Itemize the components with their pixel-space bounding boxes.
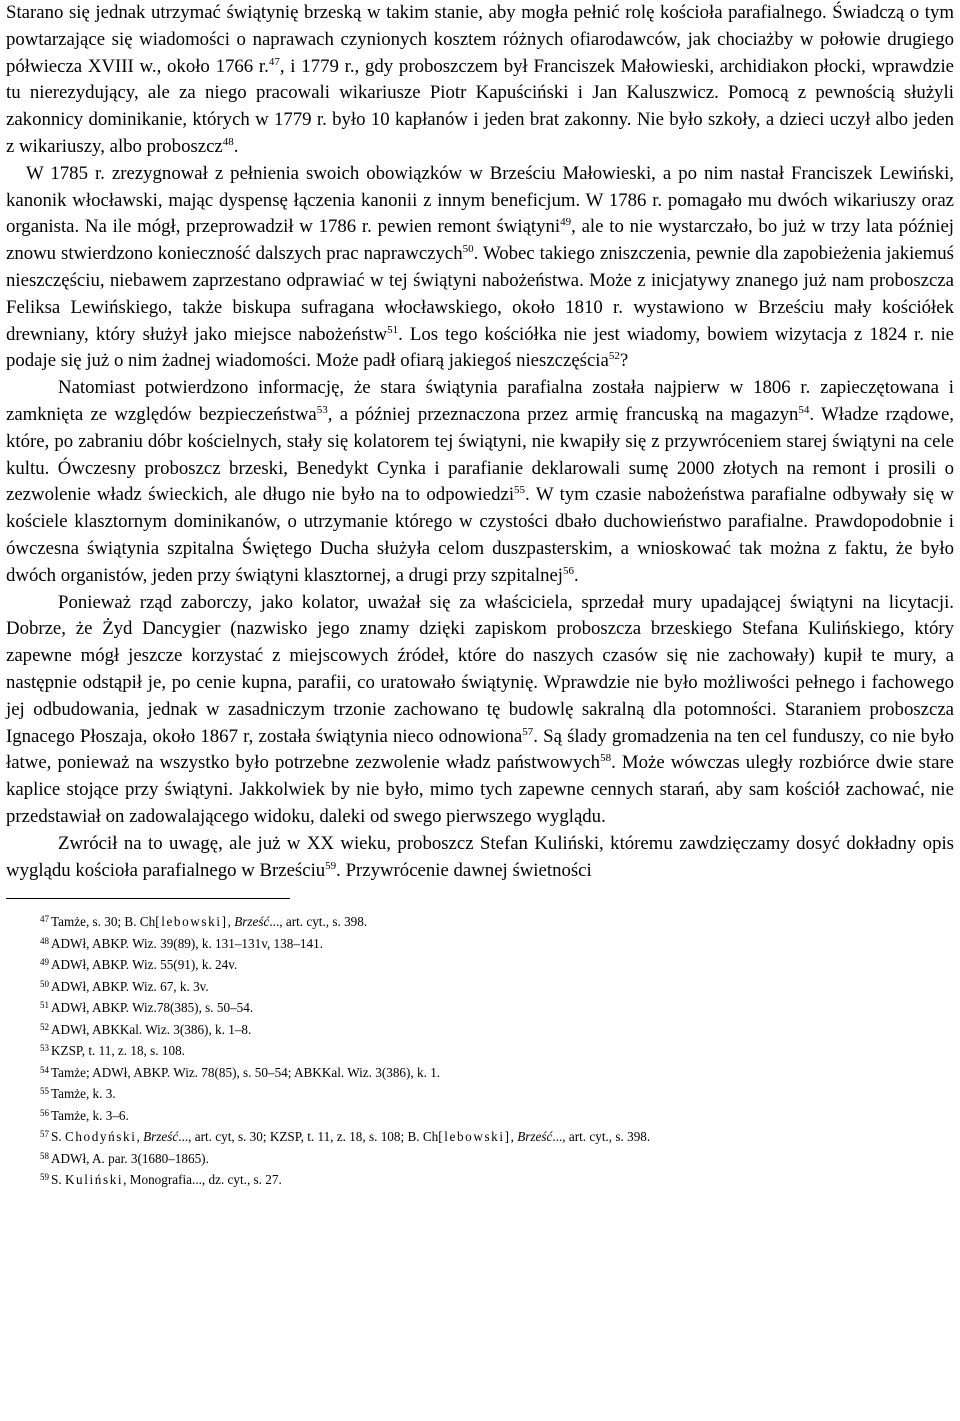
paragraph-text: Ponieważ rząd zaborczy, jako kolator, uważał się za właściciela, sprzedał mury upadającej świątyni na licytacji. Dobrze, że Żyd Dancygier (nazwisko jego znamy dzięki zapiskom proboszcza brzeskiego Stefana Kulińskiego, który zapewne mógł jeszcze korzystać z miejscowych źródeł, które do naszych czasów się nie zachowały) kupił te mury, a następnie odstąpił je, po cenie kupna, parafii, co uratowało świątynię. Wprawdzie nie było możliwości pełnego i fachowego jej odbudowania, jednak w zasadniczym trzonie zachowano tę budowlę sakralną dla potomności. Staraniem proboszcza Ignacego Płoszaja, około 1867 r, została świątynia nieco odnowiona: [6, 591, 954, 747]
paragraph-text: . Przywrócenie dawnej świetności: [336, 859, 592, 881]
footnote-55: $^{55}$ Tamże, k. 3.: [40, 1086, 116, 1102]
paragraph-text: . Los tego kościółka nie jest wiadomy, bowiem wizytacja z 1824 r. nie podaje się już o nim żadnej wiadomości. Może padł ofiarą jakiegoś nieszczęścia: [6, 323, 954, 372]
paragraph-3: [6, 375, 954, 589]
footnote-53: $^{53}$ KZSP, t. 11, z. 18, s. 108.: [40, 1043, 185, 1059]
paragraph-text: . Są ślady gromadzenia na ten cel funduszy, co nie było łatwe, ponieważ na wszystko było potrzebne zezwolenie władz państwowych: [6, 725, 955, 774]
paragraph-text: , a później przeznaczona przez armię francuską na magazyn: [327, 403, 799, 425]
paragraph-text: W 1785 r. zrezygnował z pełnienia swoich obowiązków w Brześciu Małowieski, a po nim nastał Franciszek Lewiński, kanonik włocławski, mając dyspensę łączenia kanonii z innym beneficjum. W 1786 r. pomagało mu dwóch wikariuszy oraz organista. Na ile mógł, przeprowadził w 1786 r. pewien remont świątyni: [6, 162, 954, 238]
footnote-47: $^{47}$ Tamże, s. 30; B. Ch[lebowski], Brześć..., art. cyt., s. 398.: [40, 914, 368, 930]
paragraph-text: Zwrócił na to uwagę, ale już w XX wieku, proboszcz Stefan Kuliński, któremu zawdzięczamy dosyć dokładny opis wyglądu kościoła parafialnego w Brześciu: [6, 832, 954, 881]
footnote-ref[interactable]: 48: [222, 135, 234, 148]
paragraph-4: [6, 590, 954, 831]
footnote-ref[interactable]: 54: [798, 403, 810, 416]
footnote-52: $^{52}$ ADWł, ABKKal. Wiz. 3(386), k. 1–8.: [40, 1021, 252, 1037]
paragraph-text: .: [574, 564, 579, 586]
footnote-ref[interactable]: 50: [462, 243, 474, 256]
footnote-ref[interactable]: 51: [387, 323, 399, 336]
paragraph-text: Natomiast potwierdzono informację, że stara świątynia parafialna została najpierw w 1806 r. zapieczętowana i zamknięta ze względów bezpieczeństwa: [6, 377, 954, 425]
paragraph-1: [6, 0, 954, 161]
paragraph-text: . Władze rządowe, które, po zabraniu dóbr kościelnych, stały się kolatorem tej świątyni, nie kwapiły się z przywróceniem starej świątyni na cele kultu. Ówczesny proboszcz brzeski, Benedykt Cynka i parafianie deklarowali sumę 2000 złotych na remont i prosili o zezwolenie władz świeckich, ale długo nie było na to odpowiedzi: [6, 403, 954, 506]
footnote-50: $^{50}$ ADWł, ABKP. Wiz. 67, k. 3v.: [40, 978, 209, 994]
paragraph-text: . W tym czasie nabożeństwa parafialne odbywały się w kościele klasztornym dominikanów, o utrzymanie którego w czystości dbało duchowieństwo parafialne. Prawdopodobnie i ówczesna świątynia szpitalna Świętego Ducha służyła celom duszpasterskim, a wnioskować tak można z faktu, że było dwóch organistów, jeden przy świątyni klasztornej, a drugi przy szpitalnej: [6, 484, 954, 586]
footnote-49: $^{49}$ ADWł, ABKP. Wiz. 55(91), k. 24v.: [40, 957, 238, 973]
footnote-59: $^{59}$ S. Kuliński, Monografia..., dz. cyt., s. 27.: [40, 1172, 282, 1188]
footnote-ref[interactable]: 59: [325, 859, 337, 872]
paragraph-text: . Wobec takiego zniszczenia, pewnie dla zapobieżenia jakiemuś nieszczęściu, niebawem zaprzestano odprawiać w tej świątyni nabożeństwa. Może z inicjatywy znanego już nam proboszcza Feliksa Lewińskiego, także biskupa sufragana włocławskiego, około 1810 r. wystawiono w Brześciu mały kościółek drewniany, który służył jako miejsce nabożeństw: [6, 243, 954, 345]
paragraph-2: [6, 161, 954, 375]
footnote-ref[interactable]: 58: [600, 752, 612, 765]
footnote-ref[interactable]: 56: [563, 564, 575, 577]
body-text: [6, 0, 954, 884]
paragraph-text: , i 1779 r., gdy proboszczem był Franciszek Małowieski, archidiakon płocki, wprawdzie tu nierezydujący, ale za niego pracowali wikariusze Piotr Kapuściński i Jan Kaluszwicz. Pomocą z pewnością służyli zakonnicy dominikanie, których w 1779 r. było 10 kapłanów i jeden brat zakonny. Nie było szkoły, a dzieci uczył albo jeden z wikariuszy, albo proboszcz: [6, 55, 955, 157]
footnote-56: $^{56}$ Tamże, k. 3–6.: [40, 1107, 129, 1123]
footnote-58: $^{58}$ ADWł, A. par. 3(1680–1865).: [40, 1150, 209, 1166]
paragraph-text: , ale to nie wystarczało, bo już w trzy lata później znowu stwierdzono konieczność dalszych prac naprawczych: [6, 216, 954, 265]
paragraph-text: .: [233, 135, 239, 157]
paragraph-text: ?: [619, 350, 629, 372]
footnote-ref[interactable]: 47: [268, 55, 280, 68]
footnote-57: $^{57}$ S. Chodyński, Brześć..., art. cyt, s. 30; KZSP, t. 11, z. 18, s. 108; B. Ch[lebowski], Brześć..., art. cyt., s. 398.: [40, 1129, 651, 1145]
footnote-51: $^{51}$ ADWł, ABKP. Wiz.78(385), s. 50–54.: [40, 1000, 254, 1016]
footnote-ref[interactable]: 52: [608, 350, 620, 363]
paragraph-5: [6, 831, 954, 885]
footnote-ref[interactable]: 53: [316, 403, 328, 416]
footnote-54: $^{54}$ Tamże; ADWł, ABKP. Wiz. 78(85), s. 50–54; ABKKal. Wiz. 3(386), k. 1.: [40, 1064, 441, 1080]
paragraph-text: . Może wówczas uległy rozbiórce dwie stare kaplice stojące przy świątyni. Jakkolwiek by nie było, mimo tych zapewne cennych starań, aby sam kościół zachować, nie przedstawiał on zadowalającego widoku, daleki od swego pierwszego wyglądu.: [6, 752, 954, 827]
footnote-ref[interactable]: 55: [514, 484, 526, 497]
footnote-separator: [6, 898, 290, 899]
footnotes: [6, 911, 954, 1191]
footnote-ref[interactable]: 57: [522, 725, 534, 738]
paragraph-text: Starano się jednak utrzymać świątynię brzeską w takim stanie, aby mogła pełnić rolę kościoła parafialnego. Świadczą o tym powtarzające się wiadomości o naprawach czynionych kosztem różnych ofiarodawców, jak chociażby w połowie drugiego półwiecza XVIII w., około 1766 r.: [6, 2, 954, 77]
footnote-48: $^{48}$ ADWł, ABKP. Wiz. 39(89), k. 131–131v, 138–141.: [40, 935, 324, 951]
footnote-ref[interactable]: 49: [560, 216, 572, 229]
